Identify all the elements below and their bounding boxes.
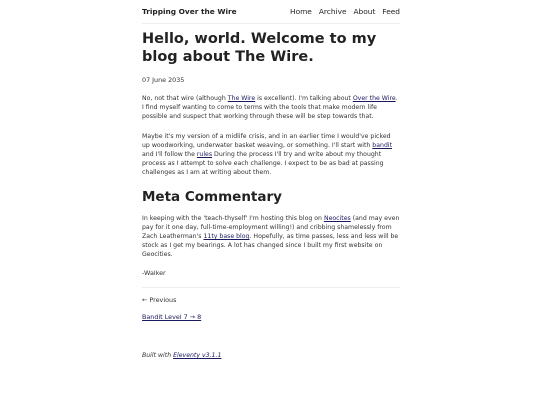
p1-text-2: is excellent). I'm talking about xyxy=(255,95,353,102)
previous-label: ← Previous xyxy=(142,295,177,304)
p1-text-1: No, not that wire (although xyxy=(142,95,228,102)
nav-about[interactable]: About xyxy=(353,7,376,16)
site-footer xyxy=(142,352,400,359)
site-title-link[interactable]: Tripping Over the Wire xyxy=(142,7,237,16)
previous-post-link[interactable]: Bandit Level 7 → 8 xyxy=(142,312,202,321)
post-signature: -Walker xyxy=(142,268,166,277)
rules-link[interactable]: rules xyxy=(196,151,213,159)
main-nav xyxy=(290,7,400,16)
p2-text-1: Maybe it's my version of a midlife crisis, and in an earlier time I would've picked up woodworking, underwater basket weaving, or something. I'll start with xyxy=(142,132,391,149)
site-header xyxy=(142,0,400,24)
post-title: Hello, world. Welcome to my blog about The Wire. xyxy=(142,31,377,65)
the-wire-link[interactable]: The Wire xyxy=(227,95,256,102)
post-date: 07 June 2035 xyxy=(142,76,185,84)
nav-home[interactable]: Home xyxy=(290,7,312,16)
eleventy-link[interactable]: Eleventy v3.1.1 xyxy=(173,352,222,359)
post-paragraph-1 xyxy=(142,94,400,122)
footer-prefix: Built with xyxy=(142,352,174,359)
bandit-link[interactable]: bandit xyxy=(372,141,393,149)
over-the-wire-link[interactable]: Over the Wire xyxy=(352,95,396,102)
nav-archive[interactable]: Archive xyxy=(318,7,347,16)
neocites-link[interactable]: Neocites xyxy=(323,214,351,222)
p3-text-1: In keeping with the 'teach-thyself' I'm hosting this blog on xyxy=(142,214,324,222)
p1-text-3: . I find myself wanting to come to terms with the tools that make modern life possible and suspect that working through these will be step towards that. xyxy=(142,95,398,121)
nav-feed[interactable]: Feed xyxy=(382,7,400,16)
post-navigation xyxy=(142,287,400,323)
section-heading-meta: Meta Commentary xyxy=(142,188,282,205)
post-paragraph-3 xyxy=(142,214,400,260)
p2-text-2: and I'll follow the xyxy=(142,151,197,159)
post-main xyxy=(142,30,400,323)
p3-text-3: . Hopefully, as time passes, less and less will be stock as I get my bearings. A lot has changed since I built my first website on Geocities. xyxy=(142,233,399,259)
base-blog-link[interactable]: 11ty base blog xyxy=(203,233,250,241)
p3-text-2: (and may even pay for it one day, full-time-employment willing!) and cribbing shamelessly from Zach Leatherman's xyxy=(142,214,400,241)
p2-text-3: During the process I'll try and write about my thought process as I attempt to solve each challenge. I expect to be as bad at passing challenges as I am at writing about them. xyxy=(142,151,384,177)
post-paragraph-2 xyxy=(142,132,400,178)
